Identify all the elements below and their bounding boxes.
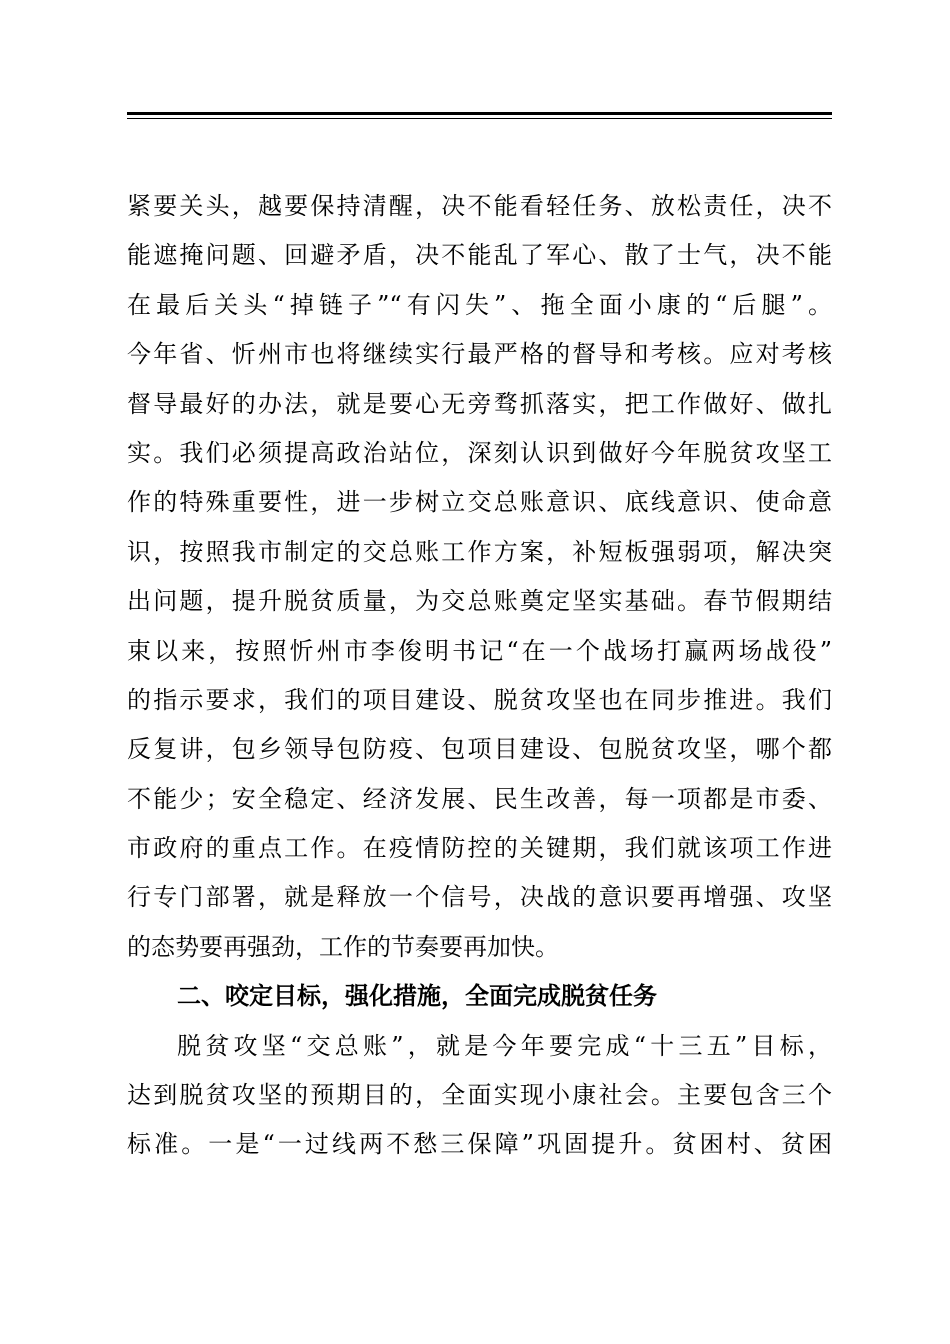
- text-line: 在最后关头“掉链子”“有闪失”、拖全面小康的“后腿”。: [127, 290, 832, 319]
- text-line: 识，按照我市制定的交总账工作方案，补短板强弱项，解决突: [127, 537, 832, 566]
- text-line: 实。我们必须提高政治站位，深刻认识到做好今年脱贫攻坚工: [127, 438, 832, 467]
- text-line: 行专门部署，就是释放一个信号，决战的意识要再增强、攻坚: [127, 883, 832, 912]
- text-line: 作的特殊重要性，进一步树立交总账意识、底线意识、使命意: [127, 488, 832, 517]
- text-line: 今年省、忻州市也将继续实行最严格的督导和考核。应对考核: [127, 340, 832, 369]
- text-line: 市政府的重点工作。在疫情防控的关键期，我们就该项工作进: [127, 834, 832, 863]
- text-line: 出问题，提升脱贫质量，为交总账奠定坚实基础。春节假期结: [127, 587, 832, 616]
- header-rule-thick: [127, 112, 832, 115]
- text-line: 紧要关头，越要保持清醒，决不能看轻任务、放松责任，决不: [127, 192, 832, 220]
- text-line: 的指示要求，我们的项目建设、脱贫攻坚也在同步推进。我们: [127, 685, 832, 714]
- text-line: 标准。一是“一过线两不愁三保障”巩固提升。贫困村、贫困: [127, 1130, 832, 1159]
- text-line: 束以来，按照忻州市李俊明书记“在一个战场打赢两场战役”: [127, 636, 832, 665]
- text-line: 反复讲，包乡领导包防疫、包项目建设、包脱贫攻坚，哪个都: [127, 735, 832, 764]
- text-line: 不能少；安全稳定、经济发展、民生改善，每一项都是市委、: [127, 784, 832, 813]
- text-line: 达到脱贫攻坚的预期目的，全面实现小康社会。主要包含三个: [127, 1081, 832, 1110]
- text-line: 能遮掩问题、回避矛盾，决不能乱了军心、散了士气，决不能: [127, 241, 832, 270]
- section-heading: 二、咬定目标，强化措施，全面完成脱贫任务: [177, 982, 657, 1011]
- text-line: 脱贫攻坚“交总账”，就是今年要完成“十三五”目标，: [177, 1031, 832, 1060]
- text-line: 督导最好的办法，就是要心无旁骛抓落实，把工作做好、做扎: [127, 389, 832, 418]
- document-body: [127, 182, 832, 1170]
- header-rule-thin: [127, 118, 832, 119]
- text-line: 的态势要再强劲，工作的节奏要再加快。: [127, 932, 559, 961]
